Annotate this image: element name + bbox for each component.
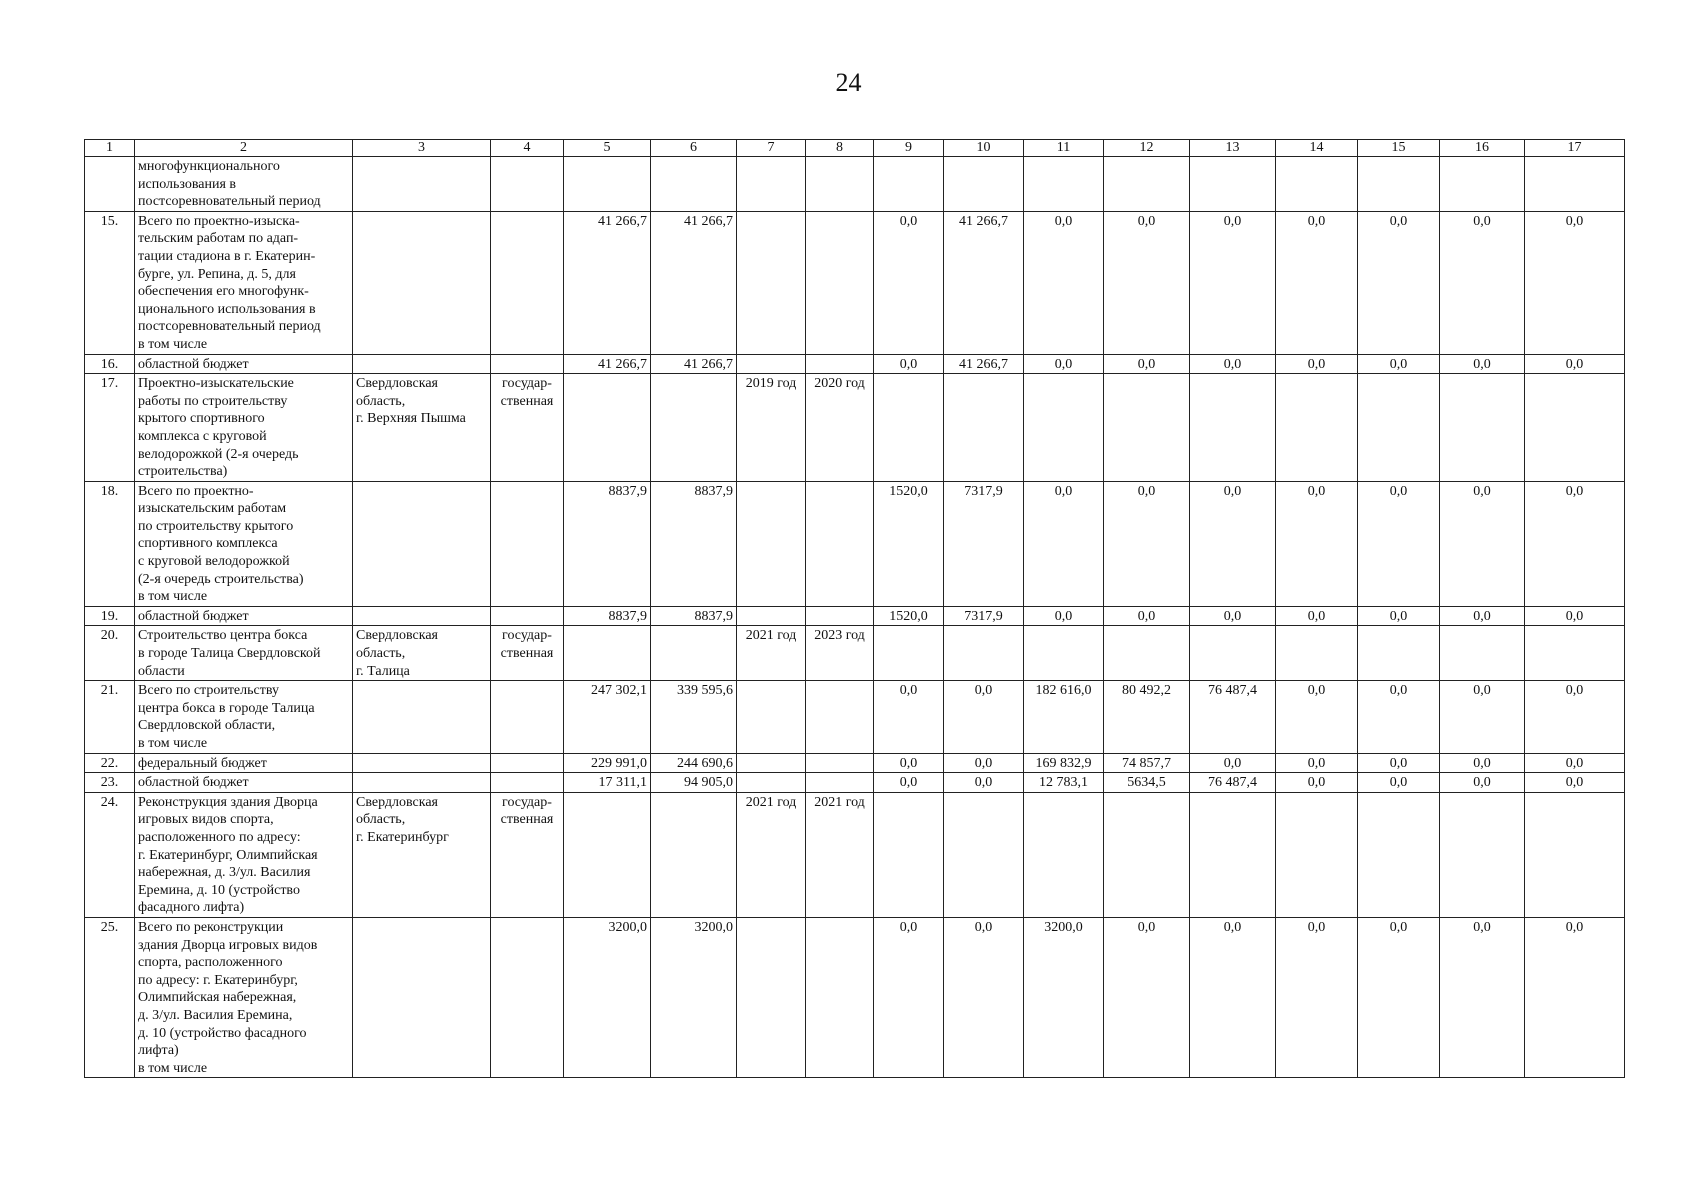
header-cell: 14: [1276, 140, 1358, 157]
value-cell: [1276, 626, 1358, 681]
header-cell: 3: [353, 140, 491, 157]
row-number-cell: 17.: [85, 374, 135, 482]
header-cell: 15: [1358, 140, 1440, 157]
ownership-cell: государ- ственная: [491, 374, 564, 482]
estimated-cost-cell: 17 311,1: [564, 773, 651, 793]
cost-cell: 244 690,6: [651, 753, 737, 773]
value-cell: 0,0: [1104, 917, 1190, 1077]
start-year-cell: 2021 год: [737, 792, 806, 917]
value-cell: [1024, 792, 1104, 917]
value-cell: 7317,9: [944, 606, 1024, 626]
value-cell: 0,0: [1440, 481, 1525, 606]
end-year-cell: 2023 год: [806, 626, 874, 681]
value-cell: 0,0: [1358, 211, 1440, 354]
row-number-cell: 18.: [85, 481, 135, 606]
ownership-cell: [491, 354, 564, 374]
value-cell: [1358, 374, 1440, 482]
item-name-cell: Всего по строительству центра бокса в городе Талица Свердловской области, в том числе: [135, 681, 353, 753]
value-cell: [874, 157, 944, 212]
ownership-cell: [491, 681, 564, 753]
start-year-cell: [737, 354, 806, 374]
value-cell: 0,0: [1525, 917, 1625, 1077]
location-cell: [353, 211, 491, 354]
value-cell: 0,0: [1276, 211, 1358, 354]
table-row: [85, 354, 1625, 374]
value-cell: [1358, 626, 1440, 681]
end-year-cell: [806, 354, 874, 374]
item-name-cell: областной бюджет: [135, 773, 353, 793]
value-cell: [1104, 626, 1190, 681]
value-cell: 0,0: [1104, 481, 1190, 606]
location-cell: [353, 157, 491, 212]
value-cell: [944, 374, 1024, 482]
value-cell: 0,0: [1276, 606, 1358, 626]
location-cell: Свердловская область, г. Екатеринбург: [353, 792, 491, 917]
value-cell: 41 266,7: [944, 211, 1024, 354]
value-cell: 0,0: [1525, 753, 1625, 773]
header-cell: 13: [1190, 140, 1276, 157]
estimated-cost-cell: [564, 792, 651, 917]
location-cell: [353, 917, 491, 1077]
location-cell: [353, 606, 491, 626]
item-name-cell: Реконструкция здания Дворца игровых видов спорта, расположенного по адресу: г. Екатеринбург, Олимпийская набережная, д. 3/ул. Василия Еремина, д. 10 (устройство фасадного лифта): [135, 792, 353, 917]
cost-cell: 8837,9: [651, 481, 737, 606]
ownership-cell: [491, 481, 564, 606]
value-cell: [1190, 374, 1276, 482]
value-cell: 0,0: [944, 681, 1024, 753]
estimated-cost-cell: 247 302,1: [564, 681, 651, 753]
value-cell: 0,0: [1358, 917, 1440, 1077]
value-cell: 0,0: [1104, 606, 1190, 626]
value-cell: 3200,0: [1024, 917, 1104, 1077]
estimated-cost-cell: [564, 626, 651, 681]
value-cell: [1440, 157, 1525, 212]
ownership-cell: [491, 211, 564, 354]
value-cell: [1276, 374, 1358, 482]
value-cell: [1024, 157, 1104, 212]
value-cell: [1525, 374, 1625, 482]
value-cell: 0,0: [1024, 606, 1104, 626]
estimated-cost-cell: 41 266,7: [564, 211, 651, 354]
value-cell: [1358, 792, 1440, 917]
value-cell: [1276, 157, 1358, 212]
item-name-cell: Проектно-изыскательские работы по строительству крытого спортивного комплекса с круговой велодорожкой (2-я очередь строительства): [135, 374, 353, 482]
table-row: [85, 626, 1625, 681]
header-cell: 7: [737, 140, 806, 157]
table-body: [85, 140, 1625, 1078]
header-cell: 9: [874, 140, 944, 157]
row-number-cell: 20.: [85, 626, 135, 681]
value-cell: 0,0: [1525, 773, 1625, 793]
value-cell: 1520,0: [874, 606, 944, 626]
value-cell: [1190, 792, 1276, 917]
value-cell: [944, 626, 1024, 681]
value-cell: 0,0: [1440, 681, 1525, 753]
value-cell: 0,0: [874, 753, 944, 773]
item-name-cell: Всего по реконструкции здания Дворца игровых видов спорта, расположенного по адресу: г. Екатеринбург, Олимпийская набережная, д. 3/ул. Василия Еремина, д. 10 (устройство фасадного лифта) в том числе: [135, 917, 353, 1077]
table-row: [85, 606, 1625, 626]
header-cell: 17: [1525, 140, 1625, 157]
ownership-cell: [491, 753, 564, 773]
header-cell: 1: [85, 140, 135, 157]
value-cell: 0,0: [1358, 681, 1440, 753]
header-cell: 10: [944, 140, 1024, 157]
value-cell: 0,0: [874, 917, 944, 1077]
value-cell: 0,0: [1358, 354, 1440, 374]
cost-cell: 8837,9: [651, 606, 737, 626]
cost-cell: [651, 626, 737, 681]
header-cell: 12: [1104, 140, 1190, 157]
end-year-cell: [806, 211, 874, 354]
start-year-cell: 2021 год: [737, 626, 806, 681]
value-cell: 0,0: [1358, 606, 1440, 626]
value-cell: 0,0: [874, 773, 944, 793]
table-row: [85, 792, 1625, 917]
value-cell: [1358, 157, 1440, 212]
value-cell: 41 266,7: [944, 354, 1024, 374]
value-cell: 0,0: [1190, 481, 1276, 606]
value-cell: [1104, 792, 1190, 917]
location-cell: Свердловская область, г. Верхняя Пышма: [353, 374, 491, 482]
value-cell: [874, 374, 944, 482]
header-row: [85, 140, 1625, 157]
page-number: 24: [835, 68, 862, 97]
value-cell: 0,0: [944, 773, 1024, 793]
row-number-cell: 21.: [85, 681, 135, 753]
value-cell: [1440, 626, 1525, 681]
end-year-cell: [806, 157, 874, 212]
row-number-cell: [85, 157, 135, 212]
value-cell: [944, 157, 1024, 212]
cost-cell: [651, 374, 737, 482]
location-cell: [353, 681, 491, 753]
cost-cell: [651, 157, 737, 212]
cost-cell: 339 595,6: [651, 681, 737, 753]
value-cell: [1024, 626, 1104, 681]
table-row: [85, 681, 1625, 753]
value-cell: 0,0: [1440, 354, 1525, 374]
cost-cell: [651, 792, 737, 917]
end-year-cell: [806, 681, 874, 753]
cost-cell: 3200,0: [651, 917, 737, 1077]
header-cell: 5: [564, 140, 651, 157]
value-cell: 0,0: [1440, 753, 1525, 773]
value-cell: 0,0: [1190, 354, 1276, 374]
ownership-cell: [491, 773, 564, 793]
location-cell: [353, 354, 491, 374]
row-number-cell: 16.: [85, 354, 135, 374]
value-cell: 0,0: [1190, 753, 1276, 773]
value-cell: 0,0: [1104, 211, 1190, 354]
start-year-cell: [737, 481, 806, 606]
value-cell: 0,0: [944, 753, 1024, 773]
header-cell: 11: [1024, 140, 1104, 157]
table-row: [85, 773, 1625, 793]
value-cell: [1525, 626, 1625, 681]
end-year-cell: 2021 год: [806, 792, 874, 917]
end-year-cell: [806, 917, 874, 1077]
value-cell: 12 783,1: [1024, 773, 1104, 793]
value-cell: 0,0: [1525, 354, 1625, 374]
value-cell: 0,0: [1276, 917, 1358, 1077]
header-cell: 6: [651, 140, 737, 157]
start-year-cell: [737, 917, 806, 1077]
end-year-cell: [806, 606, 874, 626]
header-cell: 2: [135, 140, 353, 157]
value-cell: 169 832,9: [1024, 753, 1104, 773]
value-cell: 0,0: [1440, 211, 1525, 354]
ownership-cell: [491, 606, 564, 626]
value-cell: [944, 792, 1024, 917]
value-cell: 0,0: [1440, 606, 1525, 626]
location-cell: Свердловская область, г. Талица: [353, 626, 491, 681]
value-cell: [1104, 157, 1190, 212]
value-cell: 76 487,4: [1190, 681, 1276, 753]
start-year-cell: [737, 753, 806, 773]
value-cell: 0,0: [874, 211, 944, 354]
start-year-cell: [737, 606, 806, 626]
location-cell: [353, 753, 491, 773]
value-cell: 182 616,0: [1024, 681, 1104, 753]
item-name-cell: областной бюджет: [135, 354, 353, 374]
row-number-cell: 15.: [85, 211, 135, 354]
value-cell: 0,0: [1276, 481, 1358, 606]
value-cell: [1440, 374, 1525, 482]
value-cell: 0,0: [1024, 211, 1104, 354]
value-cell: [1276, 792, 1358, 917]
estimated-cost-cell: 8837,9: [564, 481, 651, 606]
value-cell: 0,0: [1190, 211, 1276, 354]
ownership-cell: [491, 917, 564, 1077]
item-name-cell: многофункционального использования в постсоревновательный период: [135, 157, 353, 212]
table-row: [85, 753, 1625, 773]
value-cell: 0,0: [1525, 606, 1625, 626]
value-cell: 7317,9: [944, 481, 1024, 606]
row-number-cell: 25.: [85, 917, 135, 1077]
estimated-cost-cell: 41 266,7: [564, 354, 651, 374]
start-year-cell: [737, 681, 806, 753]
end-year-cell: [806, 753, 874, 773]
item-name-cell: областной бюджет: [135, 606, 353, 626]
value-cell: 0,0: [1358, 481, 1440, 606]
value-cell: [874, 792, 944, 917]
estimated-cost-cell: 229 991,0: [564, 753, 651, 773]
start-year-cell: [737, 157, 806, 212]
value-cell: 0,0: [944, 917, 1024, 1077]
value-cell: [1525, 792, 1625, 917]
row-number-cell: 22.: [85, 753, 135, 773]
start-year-cell: 2019 год: [737, 374, 806, 482]
row-number-cell: 23.: [85, 773, 135, 793]
location-cell: [353, 481, 491, 606]
value-cell: 0,0: [1024, 354, 1104, 374]
row-number-cell: 19.: [85, 606, 135, 626]
value-cell: 0,0: [874, 681, 944, 753]
table-row: [85, 157, 1625, 212]
cost-cell: 41 266,7: [651, 211, 737, 354]
value-cell: 80 492,2: [1104, 681, 1190, 753]
start-year-cell: [737, 773, 806, 793]
value-cell: [1104, 374, 1190, 482]
estimated-cost-cell: 3200,0: [564, 917, 651, 1077]
table-row: [85, 917, 1625, 1077]
value-cell: 0,0: [1440, 773, 1525, 793]
value-cell: 0,0: [1276, 681, 1358, 753]
table-row: [85, 481, 1625, 606]
item-name-cell: федеральный бюджет: [135, 753, 353, 773]
estimated-cost-cell: [564, 374, 651, 482]
item-name-cell: Строительство центра бокса в городе Талица Свердловской области: [135, 626, 353, 681]
table-row: [85, 211, 1625, 354]
header-cell: 8: [806, 140, 874, 157]
value-cell: 0,0: [1358, 773, 1440, 793]
table-row: [85, 374, 1625, 482]
item-name-cell: Всего по проектно-изыска- тельским работам по адап- тации стадиона в г. Екатерин- бурге, ул. Репина, д. 5, для обеспечения его многофунк- ционального использования в постсоревновательный период в том числе: [135, 211, 353, 354]
value-cell: 0,0: [1190, 606, 1276, 626]
cost-cell: 94 905,0: [651, 773, 737, 793]
value-cell: 1520,0: [874, 481, 944, 606]
value-cell: 0,0: [1104, 354, 1190, 374]
value-cell: [1440, 792, 1525, 917]
start-year-cell: [737, 211, 806, 354]
value-cell: 0,0: [1276, 354, 1358, 374]
estimated-cost-cell: [564, 157, 651, 212]
value-cell: 0,0: [1525, 681, 1625, 753]
value-cell: 5634,5: [1104, 773, 1190, 793]
value-cell: 0,0: [1525, 481, 1625, 606]
budget-table: [84, 139, 1625, 1078]
header-cell: 4: [491, 140, 564, 157]
end-year-cell: [806, 481, 874, 606]
value-cell: [1024, 374, 1104, 482]
item-name-cell: Всего по проектно- изыскательским работам по строительству крытого спортивного комплекса с круговой велодорожкой (2-я очередь строительства) в том числе: [135, 481, 353, 606]
end-year-cell: [806, 773, 874, 793]
header-cell: 16: [1440, 140, 1525, 157]
cost-cell: 41 266,7: [651, 354, 737, 374]
value-cell: 0,0: [1525, 211, 1625, 354]
value-cell: 0,0: [1276, 773, 1358, 793]
value-cell: [1525, 157, 1625, 212]
estimated-cost-cell: 8837,9: [564, 606, 651, 626]
row-number-cell: 24.: [85, 792, 135, 917]
value-cell: 0,0: [1276, 753, 1358, 773]
ownership-cell: [491, 157, 564, 212]
end-year-cell: 2020 год: [806, 374, 874, 482]
location-cell: [353, 773, 491, 793]
value-cell: 74 857,7: [1104, 753, 1190, 773]
value-cell: 0,0: [1190, 917, 1276, 1077]
value-cell: 0,0: [1024, 481, 1104, 606]
value-cell: 0,0: [874, 354, 944, 374]
value-cell: [874, 626, 944, 681]
value-cell: 0,0: [1358, 753, 1440, 773]
value-cell: [1190, 157, 1276, 212]
ownership-cell: государ- ственная: [491, 626, 564, 681]
ownership-cell: государ- ственная: [491, 792, 564, 917]
value-cell: [1190, 626, 1276, 681]
value-cell: 0,0: [1440, 917, 1525, 1077]
value-cell: 76 487,4: [1190, 773, 1276, 793]
